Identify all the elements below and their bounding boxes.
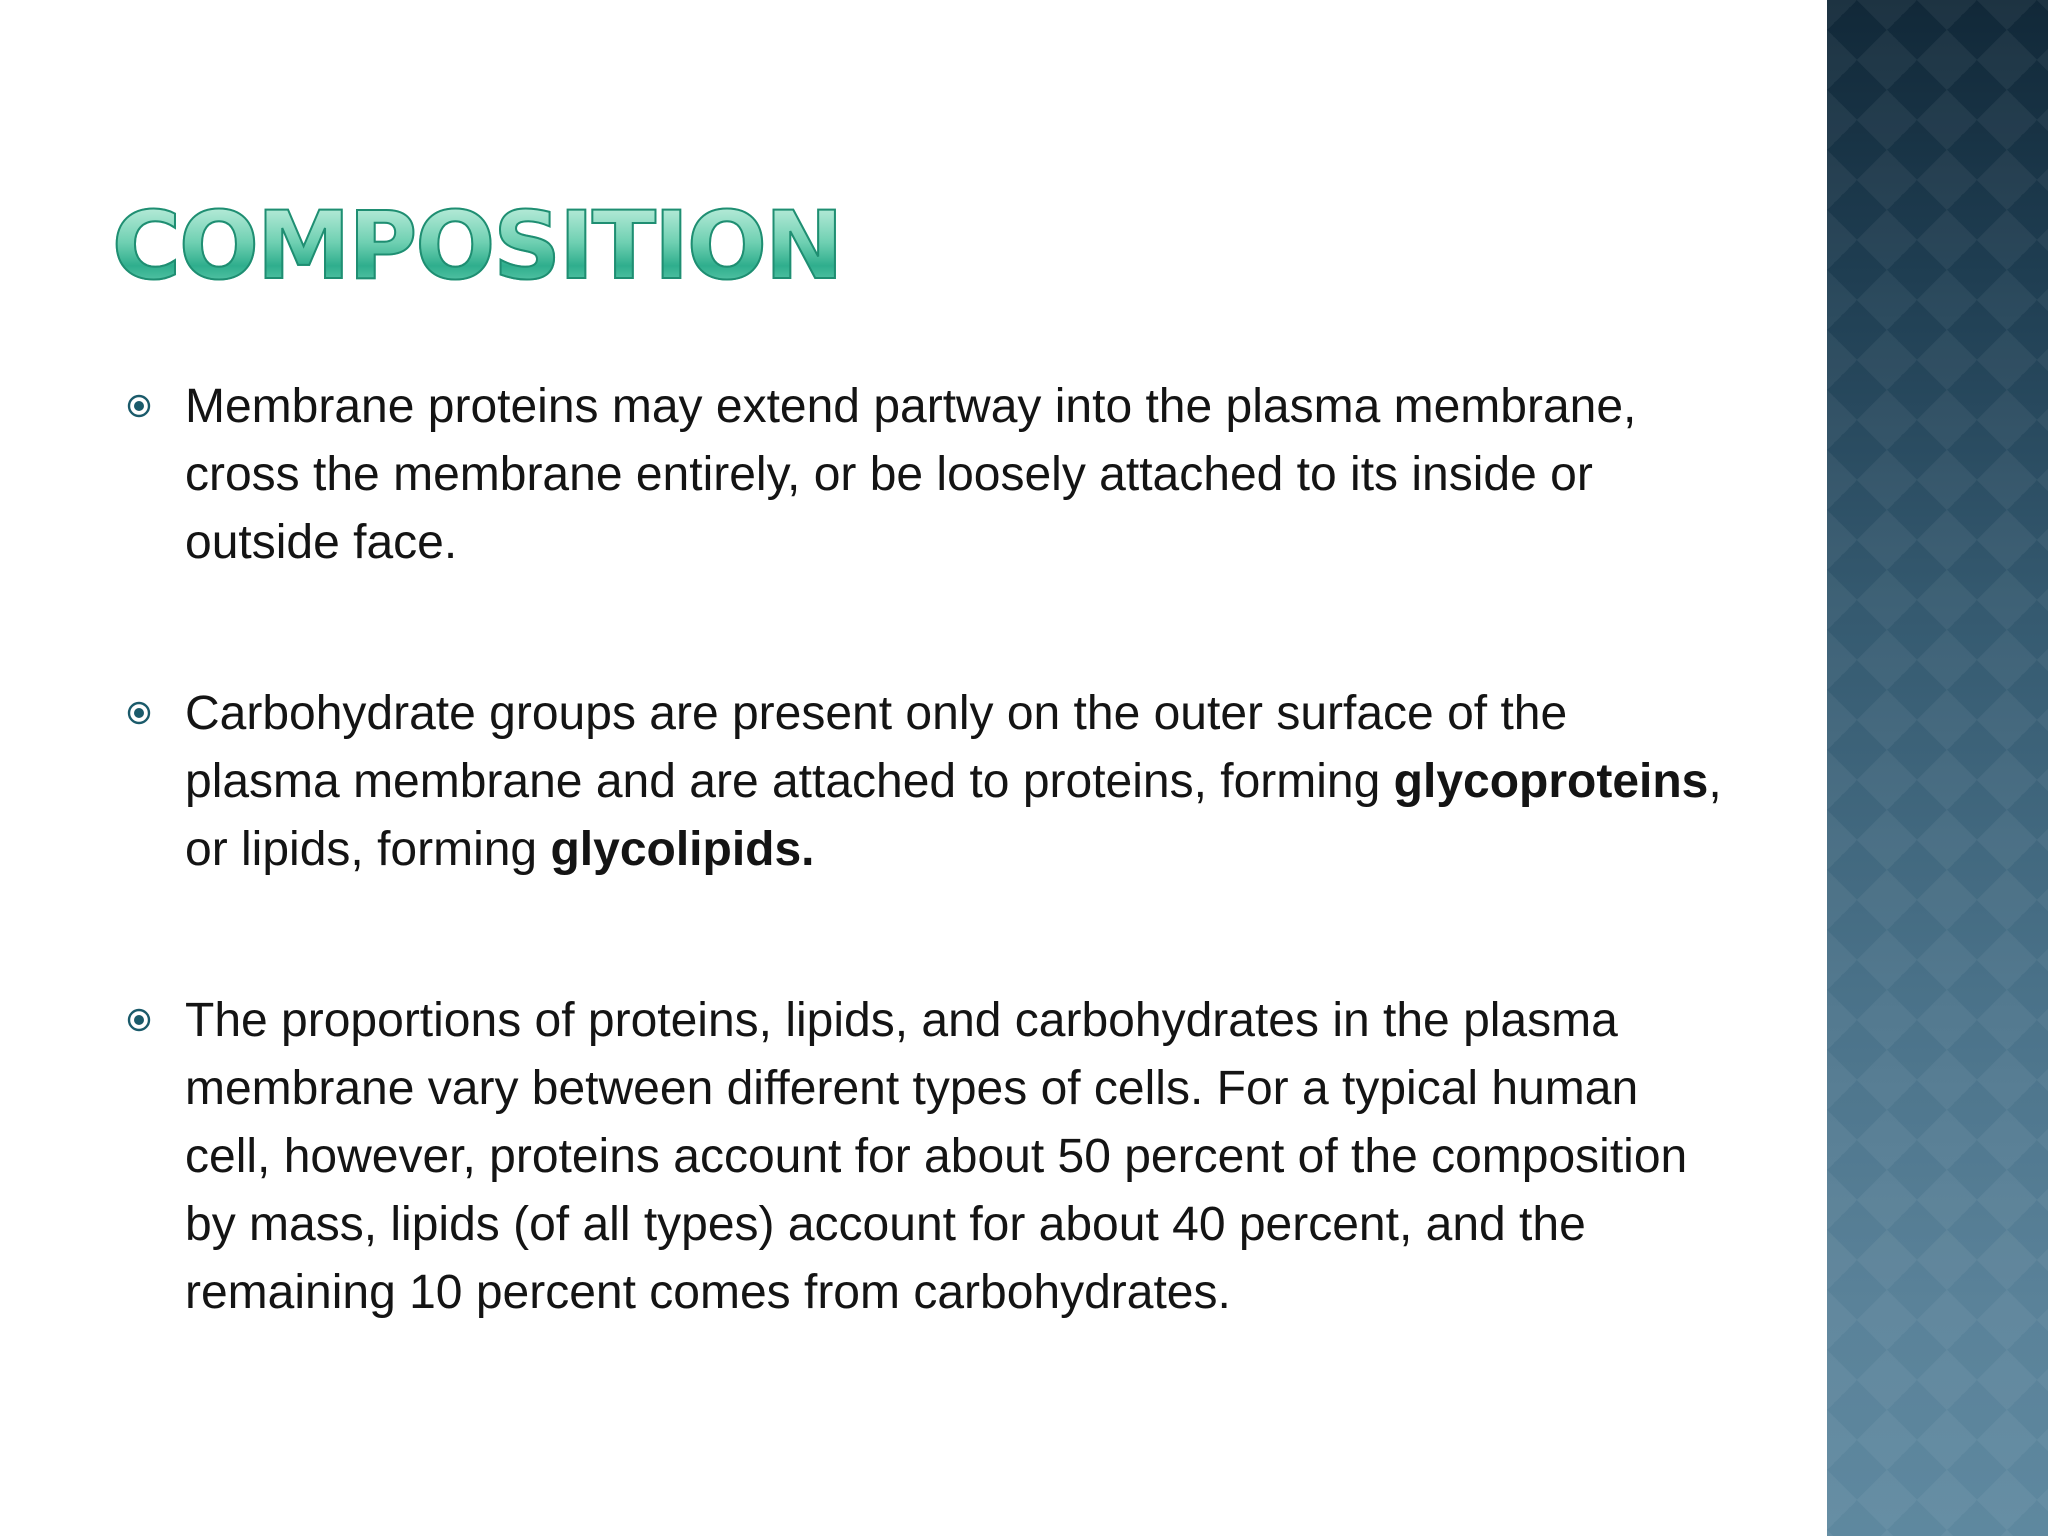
target-circle-icon: [127, 394, 151, 418]
bullet-text: Carbohydrate groups are present only on the outer surface of the plasma membrane and are attached to proteins, forming: [185, 687, 1568, 808]
diamond-pattern: [1827, 0, 2048, 1536]
bullet-item: [124, 680, 1724, 884]
bold-term-glycolipids: glycolipids.: [550, 823, 815, 876]
bullet-text: , or lipids, forming: [185, 755, 1722, 876]
bullet-item: [124, 373, 1724, 577]
target-circle-icon: [127, 701, 151, 725]
bold-term-glycoproteins: glycoproteins: [1393, 755, 1709, 808]
bullet-text: Membrane proteins may extend partway into the plasma membrane, cross the membrane entirely, or be loosely attached to its inside or outside face.: [185, 380, 1637, 569]
slide-title: COMPOSITION: [112, 192, 842, 301]
bullet-text: The proportions of proteins, lipids, and carbohydrates in the plasma membrane vary between different types of cells. For a typical human cell, however, proteins account for about 50 percent of the composition by mass, lipids (of all types) account for about 40 percent, and the remaining 10 percent comes from carbohydrates.: [185, 994, 1688, 1319]
bullet-list: [124, 373, 1724, 1327]
side-decoration-panel: [1827, 0, 2048, 1536]
bullet-item: [124, 987, 1724, 1327]
target-circle-icon: [127, 1008, 151, 1032]
